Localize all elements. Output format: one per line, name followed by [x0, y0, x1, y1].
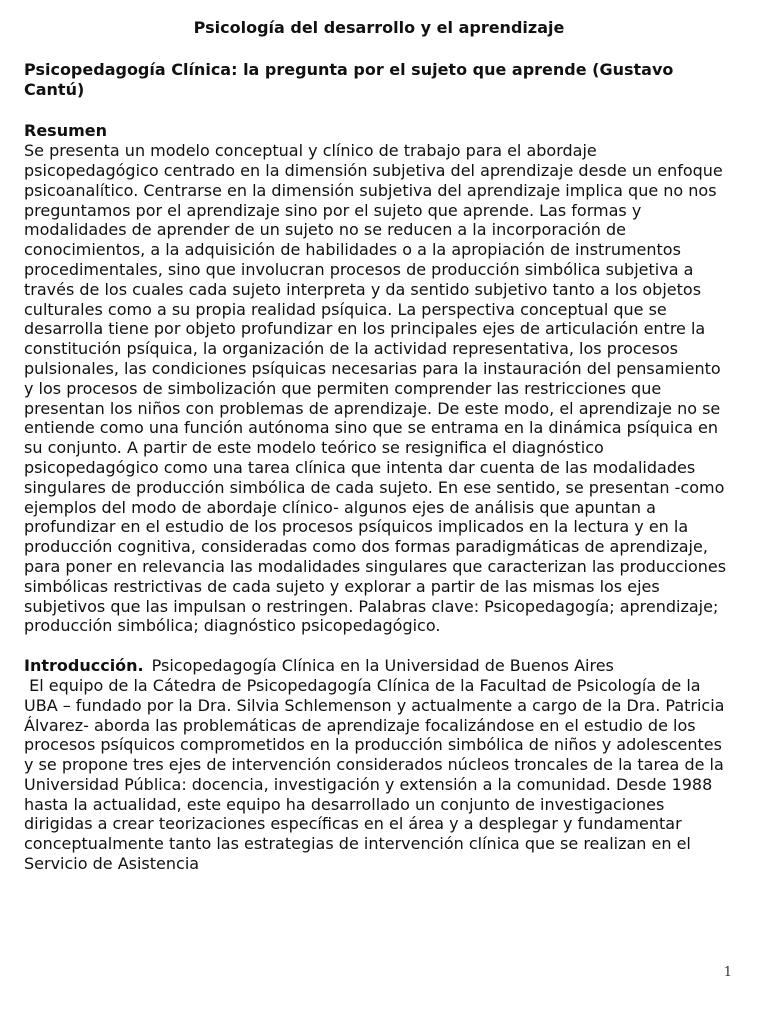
document-page	[24, 18, 734, 894]
abstract-text: Se presenta un modelo conceptual y clínico de trabajo para el abordaje psicopedagógico centrado en la dimensión subjetiva del aprendizaje desde un enfoque psicoanalítico. Centrarse en la dimensión subjetiva del aprendizaje implica que no nos preguntamos por el aprendizaje sino por el sujeto que aprende. Las formas y modalidades de aprender de un sujeto no se reducen a la incorporación de conocimientos, a la adquisición de habilidades o a la apropiación de instrumentos procedimentales, sino que involucran procesos de producción simbólica subjetiva a través de los cuales cada sujeto interpreta y da sentido subjetivo tanto a los objetos culturales como a su propia realidad psíquica. La perspectiva conceptual que se desarrolla tiene por objeto profundizar en los principales ejes de articulación entre la constitución psíquica, la organización de la actividad representativa, los procesos pulsionales, las condiciones psíquicas necesarias para la instauración del pensamiento y los procesos de simbolización que permiten comprender las restricciones que presentan los niños con problemas de aprendizaje. De este modo, el aprendizaje no se entiende como una función autónoma sino que se entrama en la dinámica psíquica en su conjunto. A partir de este modelo teórico se resignifica el diagnóstico psicopedagógico como una tarea clínica que intenta dar cuenta de las modalidades singulares de producción simbólica de cada sujeto. En ese sentido, se presentan -como ejemplos del modo de abordaje clínico- algunos ejes de análisis que apuntan a profundizar en el estudio de los procesos psíquicos implicados en la lectura y en la producción cognitiva, consideradas como dos formas paradigmáticas de aprendizaje, para poner en relevancia las modalidades singulares que caracterizan las producciones simbólicas restrictivas de cada sujeto y explorar a partir de las mismas los ejes subjetivos que las impulsan o restringen. Palabras clave: Psicopedagogía; aprendizaje; producción simbólica; diagnóstico psicopedagógico.	[24, 141, 727, 636]
abstract-heading: Resumen	[24, 121, 107, 141]
introduction-heading-line	[24, 656, 734, 676]
document-title: Psicología del desarrollo y el aprendizaje	[193, 18, 565, 37]
abstract-section	[24, 121, 734, 636]
article-title: Psicopedagogía Clínica: la pregunta por el sujeto que aprende (Gustavo Cantú)	[24, 59, 674, 99]
introduction-section	[24, 656, 734, 874]
introduction-body: El equipo de la Cátedra de Psicopedagogía Clínica de la Facultad de Psicología de la UBA – fundado por la Dra. Silvia Schlemenson y actualmente a cargo de la Dra. Patricia Álvarez- aborda las problemáticas de aprendizaje focalizándose en el estudio de los procesos psíquicos comprometidos en la producción simbólica de niños y adolescentes y se propone tres ejes de intervención considerados núcleos troncales de la tarea de la Universidad Pública: docencia, investigación y extensión a la comunidad. Desde 1988 hasta la actualidad, este equipo ha desarrollado un conjunto de investigaciones dirigidas a crear teorizaciones específicas en el área y a desplegar y fundamentar conceptualmente tanto las estrategias de intervención clínica que se realizan en el Servicio de Asistencia	[24, 675, 725, 874]
introduction-subtitle: Psicopedagogía Clínica en la Universidad de Buenos Aires	[151, 656, 614, 676]
introduction-heading: Introducción.	[24, 656, 144, 676]
page-number: 1	[723, 965, 732, 980]
introduction-text	[24, 676, 734, 874]
